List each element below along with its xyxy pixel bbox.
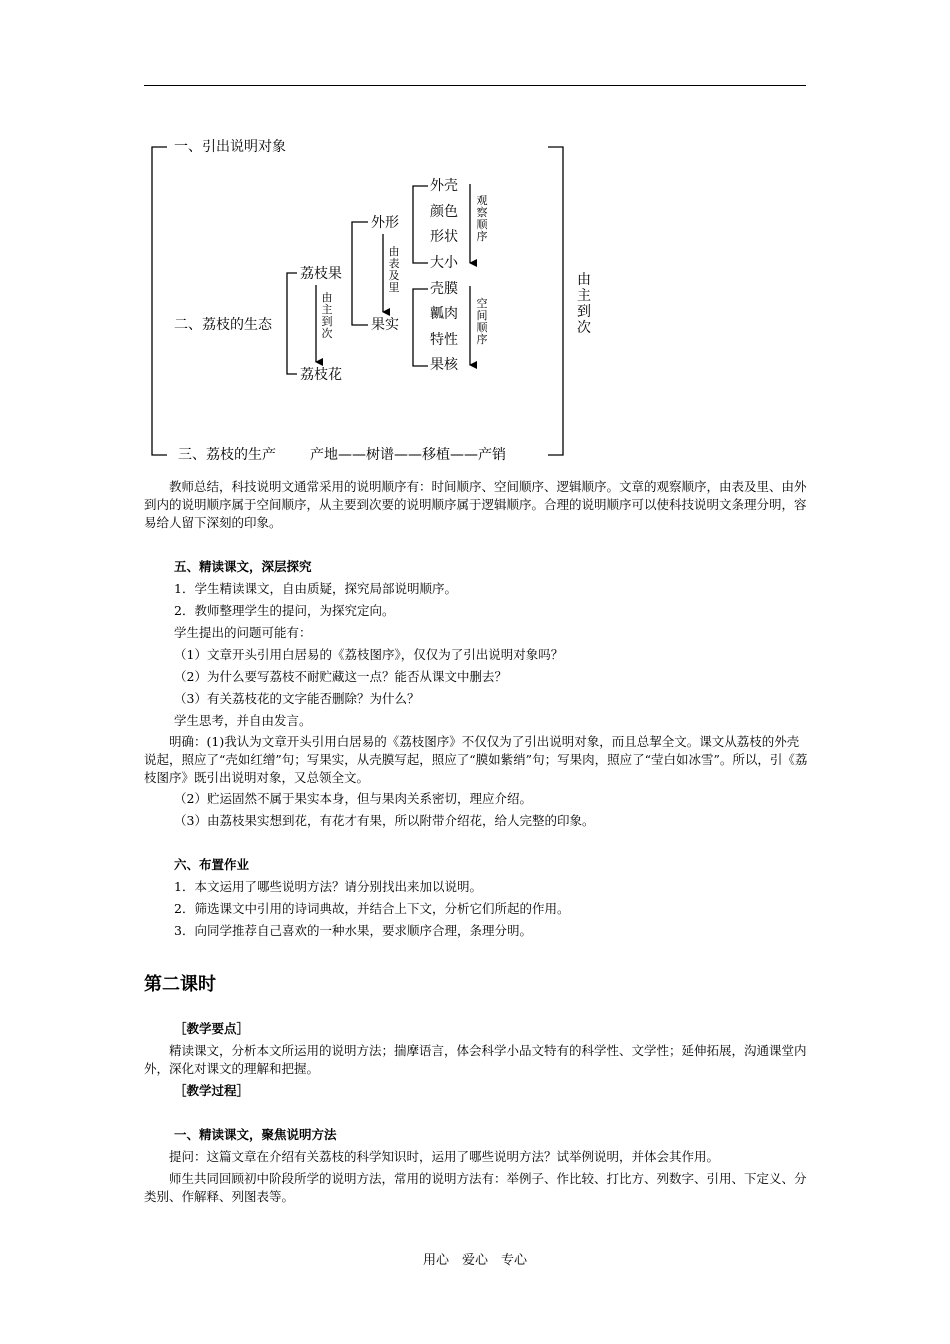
appearance-item: 颜色	[430, 204, 458, 220]
flower-label: 荔枝花	[300, 367, 342, 383]
production-chain	[310, 447, 506, 463]
process-label: ［教学过程］	[174, 1083, 250, 1098]
appearance-order-label: 观察顺序	[476, 194, 488, 243]
fruit-label: 荔枝果	[300, 266, 342, 282]
appearance-item: 大小	[430, 255, 458, 271]
lesson-2-title: 第二课时	[144, 974, 216, 995]
appearance-items-bracket	[413, 186, 428, 263]
clarify-item: （3）由荔枝果实想到花，有花才有果，所以附带介绍花，给人完整的印象。	[174, 813, 595, 828]
section-5-heading: 五、精读课文，深层探究	[174, 559, 312, 574]
body-item: 壳膜	[430, 281, 458, 297]
key-points-label: ［教学要点］	[174, 1021, 250, 1036]
section-5-item: 学生提出的问题可能有：	[174, 625, 312, 640]
question-paragraph: 提问：这篇文章在介绍有关荔枝的科学知识时，运用了哪些说明方法？试举例说明，并体会其作用。	[169, 1149, 720, 1164]
fruit-flower-order: 由主到次	[321, 291, 333, 340]
body-items-bracket	[413, 289, 428, 366]
section-5-item: 2．教师整理学生的提问，为探究定向。	[174, 603, 395, 618]
fruit-body-label: 果实	[371, 317, 399, 333]
body-item: 特性	[430, 332, 458, 348]
appearance-item: 形状	[430, 229, 458, 245]
diagram-lines	[0, 0, 950, 470]
section-6-item: 2．筛选课文中引用的诗词典故，并结合上下文，分析它们所起的作用。	[174, 901, 570, 916]
section-6-item: 1．本文运用了哪些说明方法？请分别找出来加以说明。	[174, 879, 482, 894]
left-item-3: 三、荔枝的生产	[178, 447, 276, 463]
section-5-item: 学生思考，并自由发言。	[174, 713, 312, 728]
clarify-paragraph: 明确：(1)我认为文章开头引用白居易的《荔枝图序》不仅仅为了引出说明对象，而且总挈全文。课文从荔枝的外壳说起，照应了“壳如红缯”句；写果实，从壳膜写起，照应了“膜如紫绡”句；写果肉，照应了“莹白如冰雪”。所以，引《荔枝图序》既引出说明对象，又总领全文。	[144, 734, 808, 785]
section-5-item: 1．学生精读课文，自由质疑，探究局部说明顺序。	[174, 581, 457, 596]
chain-sep: ——	[394, 447, 422, 463]
section-5-item: （1）文章开头引用白居易的《荔枝图序》，仅仅为了引出说明对象吗？	[174, 647, 564, 662]
body-item: 果核	[430, 357, 458, 373]
body-order-label: 空间顺序	[476, 297, 488, 346]
section-5-item: （3）有关荔枝花的文字能否删除？为什么？	[174, 691, 420, 706]
chain-sep: ——	[338, 447, 366, 463]
section-5-item: （2）为什么要写荔枝不耐贮藏这一点？能否从课文中删去？	[174, 669, 507, 684]
structure-diagram	[0, 0, 950, 470]
page-footer: 用心 爱心 专心	[422, 1253, 527, 1268]
body-item: 瓤肉	[430, 306, 458, 322]
section-6-item: 3．向同学推荐自己喜欢的一种水果，要求顺序合理，条理分明。	[174, 923, 532, 938]
right-bracket	[548, 147, 563, 455]
chain-sep: ——	[450, 447, 478, 463]
appearance-body-bracket	[352, 222, 368, 325]
appearance-item: 外壳	[430, 178, 458, 194]
chain-item: 树谱	[366, 447, 394, 463]
chain-item: 产地	[310, 447, 338, 463]
left-item-2: 二、荔枝的生态	[174, 317, 272, 333]
overall-order-label: 由主到次	[577, 272, 591, 336]
appearance-label: 外形	[371, 215, 399, 231]
clarify-item: （2）贮运固然不属于果实本身，但与果肉关系密切，理应介绍。	[174, 791, 532, 806]
key-points-paragraph: 精读课文，分析本文所运用的说明方法；揣摩语言，体会科学小品文特有的科学性、文学性；延伸拓展，沟通课堂内外，深化对课文的理解和把握。	[144, 1043, 807, 1076]
left-bracket	[152, 147, 167, 455]
left-item-1: 一、引出说明对象	[174, 139, 286, 155]
chain-item: 移植	[422, 447, 450, 463]
outer-inner-order: 由表及里	[388, 245, 400, 294]
fruit-flower-bracket	[287, 273, 297, 374]
summary-paragraph: 教师总结，科技说明文通常采用的说明顺序有：时间顺序、空间顺序、逻辑顺序。文章的观察顺序，由表及里、由外到内的说明顺序属于空间顺序，从主要到次要的说明顺序属于逻辑顺序。合理的说明顺序可以使科技说明文条理分明，容易给人留下深刻的印象。	[144, 479, 807, 530]
chain-item: 产销	[478, 447, 506, 463]
review-paragraph: 师生共同回顾初中阶段所学的说明方法，常用的说明方法有：举例子、作比较、打比方、列数字、引用、下定义、分类别、作解释、列图表等。	[144, 1171, 807, 1204]
section-6-heading: 六、布置作业	[174, 857, 250, 872]
lesson-2-section-1-heading: 一、精读课文，聚焦说明方法	[174, 1127, 337, 1142]
